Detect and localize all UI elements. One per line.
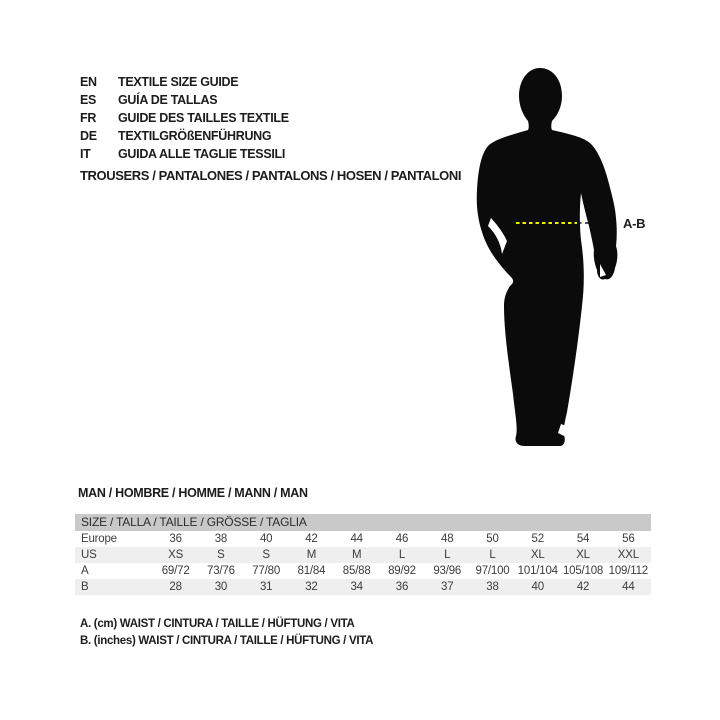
size-table-header: SIZE / TALLA / TAILLE / GRÖSSE / TAGLIA — [75, 514, 651, 531]
language-label: GUIDA ALLE TAGLIE TESSILI — [118, 147, 286, 161]
size-cell: 44 — [606, 579, 651, 595]
note-b: B. (inches) WAIST / CINTURA / TAILLE / HÜFTUNG / VITA — [80, 634, 374, 647]
size-cell: 81/84 — [297, 565, 326, 577]
size-cell: 40 — [259, 533, 273, 545]
size-table — [75, 514, 651, 595]
size-cell: 34 — [334, 579, 379, 595]
size-table-row-b — [75, 579, 651, 595]
size-cell: 85/88 — [342, 565, 371, 577]
size-cell: 93/96 — [433, 565, 462, 577]
size-cell: L — [379, 547, 424, 563]
note-a: A. (cm) WAIST / CINTURA / TAILLE / HÜFTUNG / VITA — [80, 618, 355, 630]
size-cell: 109/112 — [608, 565, 648, 577]
size-cell: 36 — [379, 579, 424, 595]
language-row-en — [80, 73, 289, 91]
size-cell: S — [198, 547, 243, 563]
size-cell: XS — [153, 547, 198, 563]
language-code: DE — [80, 129, 97, 143]
gender-heading: MAN / HOMBRE / HOMME / MANN / MAN — [78, 486, 308, 500]
size-cell: 101/104 — [517, 565, 558, 577]
measurement-notes — [80, 616, 373, 649]
size-cell: 32 — [289, 579, 334, 595]
size-cell: 73/76 — [207, 565, 235, 577]
size-cell: 69/72 — [161, 565, 190, 577]
language-label: TEXTILE SIZE GUIDE — [118, 75, 239, 89]
size-cell: 38 — [214, 533, 228, 545]
language-code: IT — [80, 147, 91, 161]
language-label: TEXTILGRÖßENFÜHRUNG — [118, 129, 272, 143]
size-cell: 48 — [441, 533, 454, 545]
size-cell: M — [334, 547, 379, 563]
language-code: ES — [80, 93, 97, 107]
size-table-row-us — [75, 547, 651, 563]
row-label: A — [81, 565, 89, 577]
size-cell: 30 — [198, 579, 243, 595]
language-label: GUÍA DE TALLAS — [118, 93, 218, 107]
language-row-fr — [80, 109, 289, 127]
size-cell: 42 — [560, 579, 605, 595]
size-cell: 89/92 — [388, 565, 416, 577]
man-silhouette — [477, 68, 618, 446]
language-row-de — [80, 127, 289, 145]
size-cell: 54 — [576, 533, 590, 545]
row-label: US — [75, 547, 153, 563]
size-cell: 40 — [515, 579, 560, 595]
row-label: Europe — [81, 533, 117, 545]
language-guide-list — [80, 73, 289, 163]
size-cell: M — [289, 547, 334, 563]
size-cell: 44 — [350, 533, 363, 545]
size-cell: 36 — [169, 533, 182, 545]
size-cell: 56 — [622, 533, 635, 545]
size-cell: 37 — [425, 579, 470, 595]
size-cell: 42 — [305, 533, 318, 545]
size-cell: XXL — [606, 547, 651, 563]
size-cell: 46 — [395, 533, 409, 545]
row-label: B — [75, 579, 153, 595]
measure-label: A-B — [623, 216, 646, 231]
size-table-header-row — [75, 514, 651, 531]
man-silhouette-figure — [440, 40, 700, 480]
language-row-it — [80, 145, 289, 163]
size-cell: XL — [515, 547, 560, 563]
size-cell: 52 — [531, 533, 544, 545]
language-label: GUIDE DES TAILLES TEXTILE — [118, 111, 289, 125]
size-cell: 77/80 — [252, 565, 281, 577]
category-heading: TROUSERS / PANTALONES / PANTALONS / HOSEN / PANTALONI — [80, 168, 462, 183]
size-cell: L — [470, 547, 515, 563]
language-code: EN — [80, 75, 97, 89]
size-cell: L — [425, 547, 470, 563]
size-cell: 50 — [486, 533, 499, 545]
size-cell: XL — [560, 547, 605, 563]
size-cell: S — [244, 547, 289, 563]
size-table-row-a — [75, 563, 651, 579]
size-cell: 28 — [153, 579, 198, 595]
language-code: FR — [80, 111, 97, 125]
size-cell: 105/108 — [562, 565, 604, 577]
size-cell: 97/100 — [475, 565, 510, 577]
size-table-row-europe — [75, 531, 651, 547]
language-row-es — [80, 91, 289, 109]
size-cell: 31 — [244, 579, 289, 595]
size-cell: 38 — [470, 579, 515, 595]
